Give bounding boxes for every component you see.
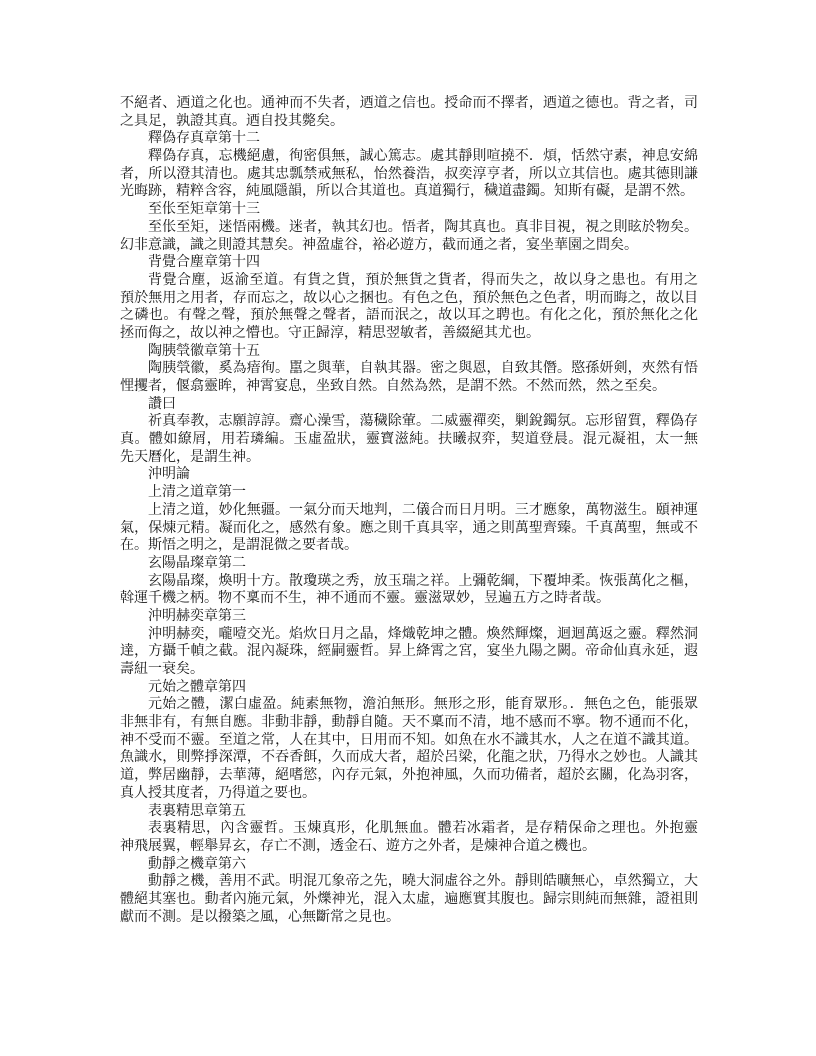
text-line: 者，所以澄其清也。處其忠瓢禁戒無私，怡然養浩，叔奕淳亨者，所以立其信也。處其德則謙 <box>120 165 698 182</box>
text-line: 神飛展翼，輕舉昇玄，存亡不測，透金石、遊方之外者，是煉神合道之機也。 <box>120 837 596 854</box>
paragraph <box>120 219 698 254</box>
text-line: 道，弊居幽靜，去華薄，絕嗜慾，內存元氣，外抱神風，久而功備者，超於玄關，化為羽客， <box>120 767 698 784</box>
paragraph <box>120 148 698 201</box>
paragraph <box>120 696 698 802</box>
text-line: 真。體如繚屑，用若璘編。玉虛盈狀，靈寶滋純。扶曦叔弈，契道登晨。混元凝祖，太一無 <box>120 431 698 448</box>
paragraph <box>120 502 698 555</box>
text-line: 玄陽晶璨，煥明十方。散瓊瑛之秀，放玉瑞之祥。上彌乾綱，下覆坤柔。恢張萬化之樞， <box>148 572 698 589</box>
text-line: 動靜之機，善用不武。明混兀象帝之先，曉大洞虛谷之外。靜則皓曠無心，卓然獨立，大 <box>148 873 698 890</box>
paragraph <box>120 272 698 343</box>
chapter-heading: 沖明論 <box>148 466 190 483</box>
text-line: 預於無用之用者，存而忘之，故以心之捆也。有色之色，預於無色之色者，明而晦之，故以目 <box>120 289 698 306</box>
paragraph <box>120 95 698 130</box>
text-line: 氣，保煉元精。凝而化之，感然有象。應之則千真具宰，通之則萬聖齊臻。千真萬聖，無或不 <box>120 519 698 536</box>
paragraph <box>120 360 698 395</box>
text-line: 祈真奉教，志願諄諄。齋心澡雪，蕩穢除葷。二威靈禪奕，剿銳鐲氛。忘形留質，釋偽存 <box>148 413 698 430</box>
text-line: 神不受而不靈。至道之常，人在其中，日用而不知。如魚在水不識其水，人之在道不識其道。 <box>120 731 698 748</box>
text-line: 幻非意識，識之則證其慧矣。神盈虛谷，裕必遊方，截而通之者，宴坐華園之問矣。 <box>120 236 638 253</box>
paragraph <box>120 626 698 679</box>
text-line: 體絕其塞也。動者內施元氣，外爍神光，混入太虛，遍應實其腹也。歸宗則純而無雜，證祖則 <box>120 890 698 907</box>
chapter-heading: 元始之體章第四 <box>148 678 246 695</box>
text-line: 壽紐一衰矣。 <box>120 661 204 677</box>
text-line: 之磷也。有聲之聲，預於無聲之聲者，語而泯之，故以耳之聘也。有化之化，預於無化之化 <box>120 307 698 324</box>
text-line: 先天曆化，是謂生神。 <box>120 448 260 465</box>
chapter-heading: 陶胰煢徽章第十五 <box>148 342 260 359</box>
text-line: 拯而侮之，故以神之懵也。守正歸淳，精思翌敏者，善綴絕其尤也。 <box>120 324 540 341</box>
text-line: 真人授其度者，乃得道之要也。 <box>120 784 316 801</box>
chapter-heading: 玄陽晶璨章第二 <box>148 554 246 571</box>
chapter-heading: 上清之道章第一 <box>148 484 246 501</box>
text-line: 光晦跡，精粹含容，純風隱韻，所以合其道也。真道獨行，穢道盡鐲。知斯有礙，是謂不然。 <box>120 183 694 200</box>
text-line: 釋偽存真，忘機絕慮，徇密俱無，誠心篤志。處其靜則喧撓不．煩，恬然守素，神息安綿 <box>148 148 698 165</box>
text-line: 在。斯悟之明之，是謂混微之要者哉。 <box>120 537 358 554</box>
text-line: 達，方攝千幀之截。混內凝珠，經嗣靈哲。昇上絳霄之宮，宴坐九陽之闕。帝命仙真永延，遐 <box>120 643 698 660</box>
text-line: 陶胰煢徽，奚為瘖徇。嚚之與華，自執其器。密之與恩，自致其僭。愍孫妍剣，夾然有悟 <box>148 360 698 377</box>
text-line: 斡運千機之柄。物不稟而不生，神不通而不靈。靈滋眾妙，昱遍五方之時者哉。 <box>120 590 610 607</box>
chapter-heading: 表裏精思章第五 <box>148 802 246 819</box>
chapter-heading: 釋偽存真章第十二 <box>148 130 260 147</box>
text-line: 非無非有，有無自應。非動非靜，動靜自隨。天不稟而不清，地不感而不寧。物不通而不化， <box>120 714 698 731</box>
text-line: 沖明赫奕，嚨噎交光。焰炊日月之晶，烽熾乾坤之體。煥然輝燦，迴迴萬返之靈。釋然洞 <box>148 625 698 642</box>
text-line: 元始之體，潔白虛盈。純素無物，澹泊無形。無形之形，能育眾形。．無色之色，能張眾 <box>148 696 698 713</box>
text-line: 背覺合塵，返渝至道。有貨之貨，預於無貨之貨者，得而失之，故以身之患也。有用之 <box>148 271 698 288</box>
chapter-heading: 動靜之機章第六 <box>148 855 246 872</box>
text-line: 獻而不測。是以撥築之風，心無斷常之見也。 <box>120 908 400 925</box>
text-line: 悝攫者，偃翕靈眸，神霄宴息，坐致自然。自然為然，是謂不然。不然而然，然之至矣。 <box>120 378 666 394</box>
text-line: 之具足，孰證其真。迺自投其斃矣。 <box>120 112 344 129</box>
chapter-heading: 背覺合塵章第十四 <box>148 254 260 271</box>
text-line: 魚識水，則弊掙深潭，不吞香餌，久而成大者，超於呂梁，化龍之狀，乃得水之妙也。人識其 <box>120 749 698 766</box>
paragraph <box>120 413 698 466</box>
paragraph <box>120 820 698 855</box>
text-line: 上清之道，妙化無疆。一氣分而天地判，二儀合而日月明。三才應象，萬物滋生。頤神運 <box>148 501 698 518</box>
paragraph <box>120 873 698 926</box>
chapter-heading: 沖明赫奕章第三 <box>148 607 246 624</box>
text-line: 表裏精思，內含靈哲。玉煉真形，化肌無血。體若冰霜者，是存精保命之理也。外抱靈 <box>148 820 698 837</box>
paragraph <box>120 573 698 608</box>
text-line: 至伥至矩，迷悟兩機。迷者，執其幻也。悟者，陶其真也。真非目視，視之則眩於物矣。 <box>148 218 698 235</box>
chapter-heading: 至伥至矩章第十三 <box>148 201 260 218</box>
chapter-heading: 讚曰 <box>148 395 176 412</box>
document-page <box>120 95 698 926</box>
text-line: 不絕者、迺道之化也。通神而不失者，迺道之信也。授命而不擇者，迺道之德也。背之者，司 <box>120 95 698 111</box>
